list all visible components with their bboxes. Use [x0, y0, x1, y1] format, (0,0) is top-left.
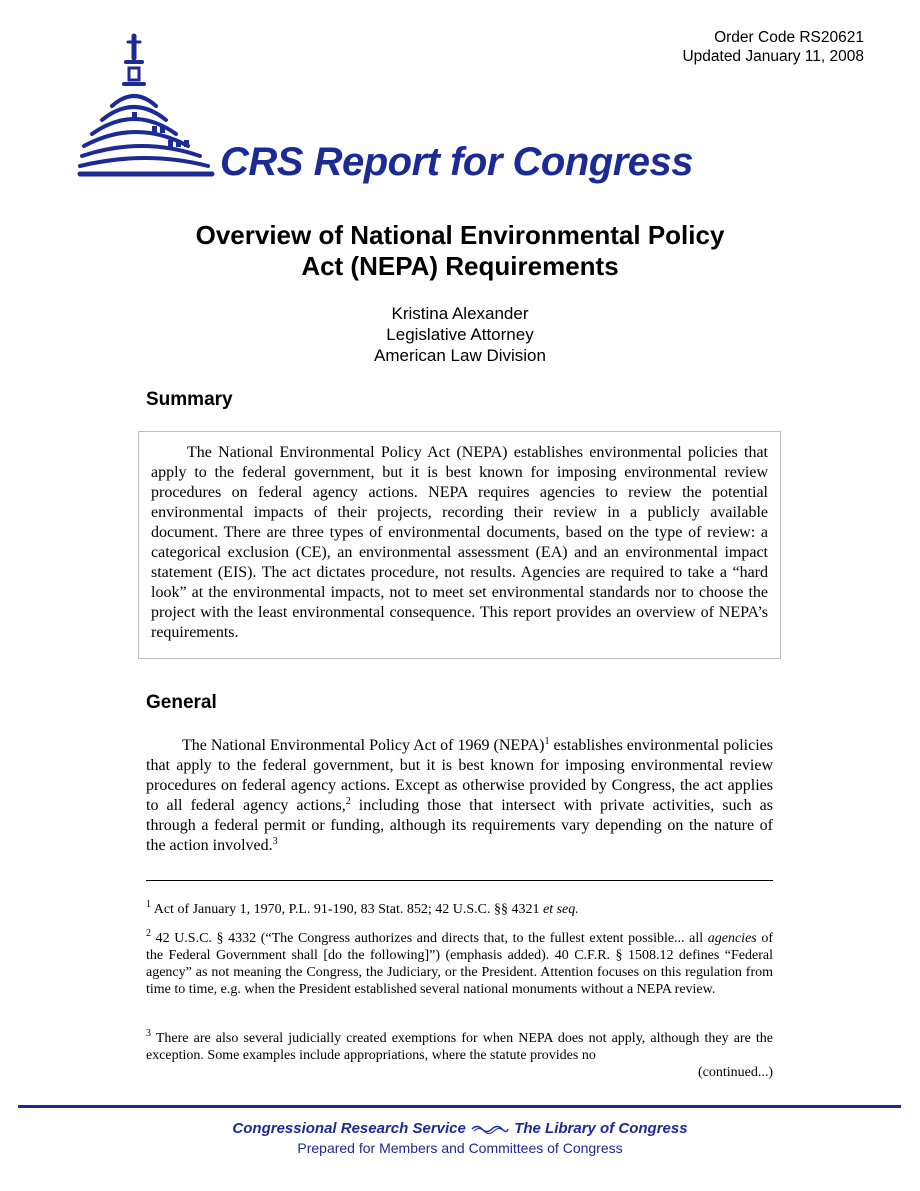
footnote-ref-2[interactable]: 2 — [345, 796, 351, 807]
footnote-3 — [146, 1030, 773, 1081]
summary-text: The National Environmental Policy Act (NEPA) establishes environmental policies that apply to the federal government, but it is best known for imposing environmental review procedures on federal agency actions. NEPA requires agencies to review the potential environmental impacts of their projects, recording their review in a publicly available document. There are three types of environmental documents, based on the type of review: a categorical exclusion (CE), an environmental assessment (EA) and an environmental impact statement (EIS). The act dictates procedure, not results. Agencies are required to take a “hard look” at the environmental impacts, not to meet set environmental standards nor to choose the project with the least environmental consequence. This report provides an overview of NEPA’s requirements. — [151, 444, 768, 641]
footnote-1-number: 1 — [146, 899, 151, 910]
updated-date: Updated January 11, 2008 — [682, 48, 864, 65]
author-block — [0, 303, 920, 366]
footnote-continued: (continued...) — [697, 1065, 773, 1080]
footnote-ref-1[interactable]: 1 — [544, 736, 550, 747]
footnote-2 — [146, 930, 773, 998]
footnote-ref-3[interactable]: 3 — [272, 836, 278, 847]
general-text-part-1: The National Environmental Policy Act of 1969 (NEPA) — [182, 737, 545, 754]
footnote-2-number: 2 — [146, 928, 151, 939]
order-code: Order Code RS20621 — [714, 29, 864, 46]
footer-rule — [18, 1105, 901, 1108]
title-line-1: Overview of National Environmental Policy — [195, 220, 725, 250]
report-title — [0, 220, 920, 282]
footnote-1-italic: et seq. — [543, 902, 579, 917]
capitol-dome-logo — [72, 28, 222, 188]
footer-crs: Congressional Research Service — [232, 1120, 466, 1137]
ornament-icon — [470, 1124, 510, 1134]
author-name: Kristina Alexander — [391, 304, 529, 323]
footnote-2-text-b: of the Federal Government shall [do the following]”) (emphasis added). 40 C.F.R. § 1508.12 defines “Federal agency” as not meaning the Congress, the Judiciary, or the President. Attention focuses on this regulation from time to time, e.g. when the President established several national monuments without a NEPA review. — [146, 931, 773, 997]
summary-heading: Summary — [146, 389, 233, 410]
footnote-2-italic: agencies — [707, 931, 757, 946]
report-banner: CRS Report for Congress — [220, 140, 693, 184]
footnote-3-text: There are also several judicially created exemptions for when NEPA does not apply, although they are the exception. Some examples include appropriations, where the statute provides no — [146, 1031, 773, 1063]
footnote-divider — [146, 880, 773, 881]
general-text-part-3: including those that intersect with private activities, such as through a federal permit or funding, although its requirements vary depending on the nature of the action involved. — [146, 797, 773, 854]
footnote-2-text-a: 42 U.S.C. § 4332 (“The Congress authorizes and directs that, to the fullest extent possible... all — [151, 931, 708, 946]
general-text-part-2: establishes environmental policies that apply to the federal government, but it is best known for imposing environmental review procedures on federal agency actions. Except as otherwise provided by Congress, the act applies to all federal agency actions, — [146, 737, 773, 814]
order-info — [682, 28, 864, 66]
general-heading: General — [146, 692, 217, 713]
general-paragraph — [146, 736, 773, 856]
footer-library: The Library of Congress — [514, 1120, 688, 1137]
footer-prepared-line: Prepared for Members and Committees of Congress — [297, 1140, 623, 1156]
footnote-1 — [146, 901, 773, 918]
footer-publisher-line — [0, 1120, 920, 1137]
author-division: American Law Division — [374, 346, 546, 365]
title-line-2: Act (NEPA) Requirements — [301, 251, 619, 281]
author-position: Legislative Attorney — [386, 325, 534, 344]
footnote-1-text: Act of January 1, 1970, P.L. 91-190, 83 Stat. 852; 42 U.S.C. §§ 4321 — [151, 902, 543, 917]
footnote-3-number: 3 — [146, 1028, 151, 1039]
